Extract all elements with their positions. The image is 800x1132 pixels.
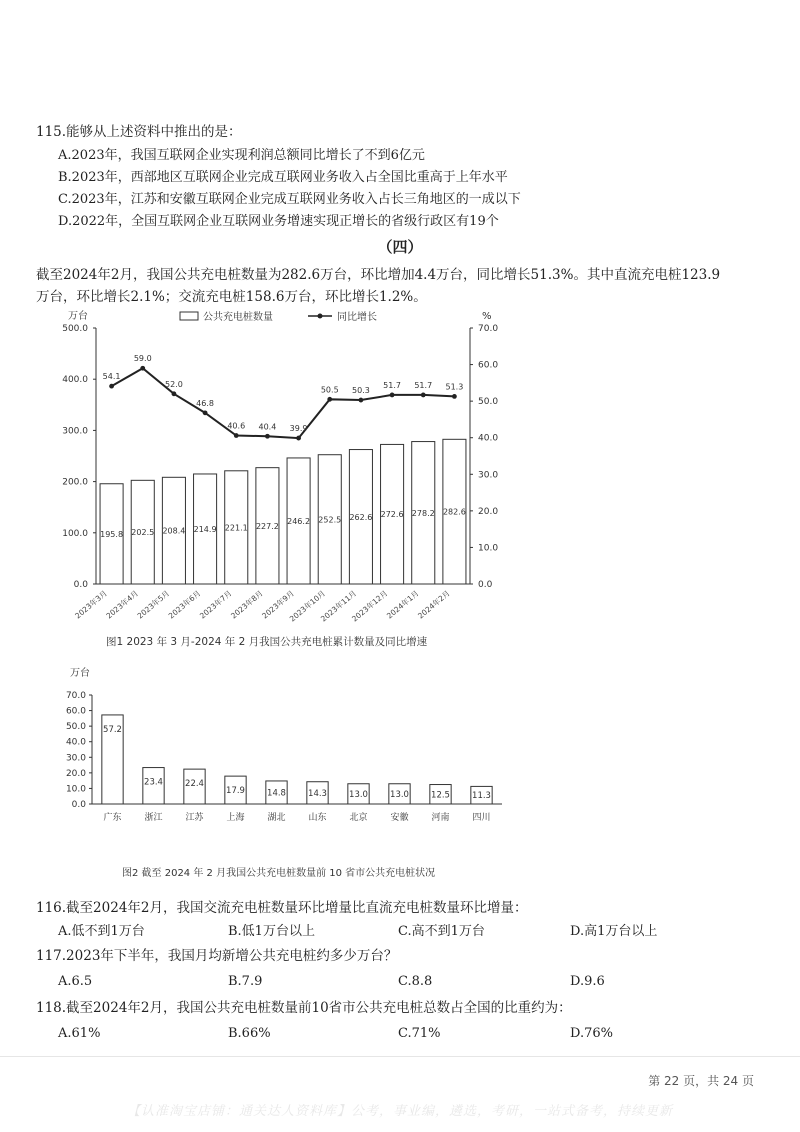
q117-option-d: D.9.6 bbox=[570, 974, 605, 989]
legend-bar-label: 公共充电桩数量 bbox=[203, 312, 273, 323]
chart1-bar-label: 214.9 bbox=[193, 524, 217, 534]
chart2-bar-label: 14.3 bbox=[308, 788, 327, 799]
chart1-growth-point bbox=[390, 393, 395, 398]
chart2-bar-label: 57.2 bbox=[103, 724, 122, 735]
chart1-bar-label: 227.2 bbox=[255, 521, 279, 531]
chart1-growth-label: 51.7 bbox=[383, 380, 401, 390]
chart2-caption: 图2 截至 2024 年 2 月我国公共充电桩数量前 10 省市公共充电桩状况 bbox=[122, 868, 436, 879]
chart2-axis-label: 万台 bbox=[70, 668, 90, 679]
chart1-caption: 图1 2023 年 3 月-2024 年 2 月我国公共充电桩累计数量及同比增速 bbox=[106, 636, 428, 648]
legend-line-marker bbox=[318, 314, 323, 319]
chart1-x-tick-label: 2023年3月 bbox=[73, 588, 109, 621]
q115-option-b: B.2023年，西部地区互联网企业完成互联网业务收入占全国比重高于上年水平 bbox=[58, 170, 508, 185]
chart1-right-tick-label: 30.0 bbox=[478, 470, 499, 481]
chart1-left-tick-label: 100.0 bbox=[62, 528, 88, 539]
chart1-bar-label: 272.6 bbox=[380, 510, 404, 520]
chart1-growth-point bbox=[359, 398, 364, 403]
section-heading: （四） bbox=[377, 238, 423, 256]
q118-options bbox=[58, 1024, 738, 1044]
chart1-growth-point bbox=[203, 410, 208, 415]
chart1-left-tick-label: 400.0 bbox=[62, 375, 88, 386]
legend-bar-swatch bbox=[180, 312, 198, 320]
chart2-tick-label: 10.0 bbox=[65, 784, 86, 795]
chart1-growth-point bbox=[109, 384, 114, 389]
chart1-x-tick-label: 2023年8月 bbox=[229, 588, 265, 621]
chart1-growth-line bbox=[112, 368, 455, 438]
q118-option-a: A.61% bbox=[58, 1026, 101, 1041]
intro-line-2: 万台，环比增长2.1%；交流充电桩158.6万台，环比增长1.2%。 bbox=[36, 289, 427, 305]
chart2-tick-label: 50.0 bbox=[65, 722, 86, 733]
chart1-growth-label: 40.4 bbox=[258, 422, 277, 432]
chart1-bar-label: 282.6 bbox=[442, 507, 466, 517]
q117-options bbox=[58, 972, 738, 992]
q116-option-d: D.高1万台以上 bbox=[570, 924, 658, 939]
footer-divider bbox=[0, 1056, 800, 1057]
chart1-left-axis-label: 万台 bbox=[68, 311, 88, 322]
q115-stem: 115.能够从上述资料中推出的是： bbox=[36, 124, 242, 140]
chart1-bar-label: 262.6 bbox=[349, 512, 373, 522]
chart1-left-tick-label: 300.0 bbox=[62, 426, 88, 437]
chart2-tick-label: 30.0 bbox=[65, 753, 86, 764]
chart2-bar-label: 17.9 bbox=[226, 786, 245, 797]
chart1-growth-label: 51.7 bbox=[414, 380, 433, 390]
chart1-growth-label: 59.0 bbox=[133, 354, 152, 364]
chart2-bar-label: 22.4 bbox=[185, 779, 204, 790]
q116-option-b: B.低1万台以上 bbox=[228, 924, 315, 939]
chart1-growth-point bbox=[452, 394, 457, 399]
chart1-growth-label: 51.3 bbox=[445, 382, 464, 392]
chart2-bar-label: 13.0 bbox=[390, 789, 409, 800]
chart1-right-tick-label: 10.0 bbox=[478, 543, 499, 554]
chart2-category-label: 四川 bbox=[472, 813, 491, 823]
chart2-category-label: 河南 bbox=[431, 813, 450, 823]
chart-2 bbox=[40, 664, 510, 834]
chart2-tick-label: 0.0 bbox=[71, 800, 86, 810]
chart1-growth-label: 54.1 bbox=[102, 372, 121, 382]
q116-option-a: A.低不到1万台 bbox=[58, 924, 145, 939]
chart2-tick-label: 20.0 bbox=[65, 768, 86, 779]
chart2-bar-label: 12.5 bbox=[431, 790, 450, 801]
chart1-bar-label: 208.4 bbox=[162, 526, 186, 536]
chart2-category-label: 北京 bbox=[349, 813, 368, 823]
chart1-growth-point bbox=[327, 397, 332, 402]
chart2-category-label: 湖北 bbox=[267, 813, 286, 823]
chart1-right-tick-label: 50.0 bbox=[478, 397, 499, 408]
chart1-right-tick-label: 60.0 bbox=[478, 360, 499, 371]
chart2-tick-label: 60.0 bbox=[65, 706, 86, 717]
chart1-x-tick-label: 2023年12月 bbox=[350, 588, 390, 624]
chart1-bar-label: 252.5 bbox=[318, 515, 342, 525]
chart1-growth-label: 40.6 bbox=[227, 421, 246, 431]
q116-option-c: C.高不到1万台 bbox=[398, 924, 485, 939]
q118-option-c: C.71% bbox=[398, 1026, 441, 1041]
q117-option-c: C.8.8 bbox=[398, 974, 433, 989]
chart1-right-axis-label: % bbox=[482, 311, 492, 322]
chart1-growth-label: 50.5 bbox=[320, 385, 339, 395]
chart2-bar-label: 23.4 bbox=[144, 777, 163, 788]
chart2-category-label: 山东 bbox=[308, 813, 327, 823]
chart1-growth-point bbox=[234, 433, 239, 438]
chart1-x-tick-label: 2024年1月 bbox=[384, 588, 421, 621]
q118-stem: 118.截至2024年2月，我国公共充电桩数量前10省市公共充电桩总数占全国的比重约为： bbox=[36, 1000, 572, 1016]
intro-line-1: 截至2024年2月，我国公共充电桩数量为282.6万台，环比增加4.4万台，同比增长51.3%。其中直流充电桩123.9 bbox=[36, 267, 721, 283]
chart1-growth-point bbox=[172, 391, 177, 396]
chart2-bar-label: 14.8 bbox=[267, 788, 286, 799]
chart2-category-label: 浙江 bbox=[144, 813, 163, 823]
q115-option-c: C.2023年，江苏和安徽互联网企业完成互联网业务收入占长三角地区的一成以下 bbox=[58, 192, 521, 207]
q115-option-a: A.2023年，我国互联网企业实现利润总额同比增长了不到6亿元 bbox=[58, 148, 425, 163]
q116-stem: 116.截至2024年2月，我国交流充电桩数量环比增量比直流充电桩数量环比增量： bbox=[36, 900, 528, 916]
chart1-right-tick-label: 40.0 bbox=[478, 433, 499, 444]
chart1-x-tick-label: 2023年7月 bbox=[197, 588, 234, 621]
chart1-x-tick-label: 2023年6月 bbox=[166, 588, 203, 621]
chart2-category-label: 广东 bbox=[103, 813, 122, 823]
chart1-growth-label: 50.3 bbox=[352, 386, 370, 396]
chart1-x-tick-label: 2023年10月 bbox=[287, 588, 328, 624]
page-number: 第 22 页，共 24 页 bbox=[648, 1074, 754, 1088]
q118-option-b: B.66% bbox=[228, 1026, 271, 1041]
chart1-x-tick-label: 2023年5月 bbox=[135, 588, 172, 621]
watermark: 【认准淘宝店铺：通关达人资料库】公考，事业编，遴选，考研，一站式备考，持续更新 bbox=[126, 1104, 673, 1119]
chart2-category-label: 上海 bbox=[226, 813, 245, 823]
chart1-growth-point bbox=[265, 434, 270, 439]
chart1-x-tick-label: 2023年11月 bbox=[318, 588, 359, 624]
chart1-growth-label: 39.9 bbox=[289, 424, 308, 434]
q117-stem: 117.2023年下半年，我国月均新增公共充电桩约多少万台？ bbox=[36, 948, 398, 964]
chart1-x-tick-label: 2023年4月 bbox=[104, 588, 141, 621]
chart1-growth-point bbox=[140, 366, 145, 371]
chart-1 bbox=[40, 308, 510, 658]
q115-option-d: D.2022年，全国互联网企业互联网业务增速实现正增长的省级行政区有19个 bbox=[58, 214, 499, 229]
q117-option-b: B.7.9 bbox=[228, 974, 263, 989]
chart1-x-tick-label: 2023年9月 bbox=[260, 588, 296, 621]
chart1-bar-label: 202.5 bbox=[131, 528, 155, 538]
chart1-left-tick-label: 500.0 bbox=[62, 324, 88, 334]
legend-line-label: 同比增长 bbox=[337, 312, 377, 323]
chart1-x-tick-label: 2024年2月 bbox=[416, 588, 452, 621]
q116-options bbox=[58, 922, 738, 942]
chart2-tick-label: 70.0 bbox=[65, 691, 86, 701]
chart1-left-tick-label: 200.0 bbox=[62, 477, 88, 488]
chart1-right-tick-label: 20.0 bbox=[478, 506, 499, 517]
chart1-bar-label: 246.2 bbox=[287, 516, 311, 526]
q118-option-d: D.76% bbox=[570, 1026, 613, 1041]
chart2-tick-label: 40.0 bbox=[65, 737, 86, 748]
chart1-growth-label: 52.0 bbox=[165, 379, 183, 389]
chart2-bar-label: 13.0 bbox=[349, 789, 368, 800]
chart1-right-tick-label: 0.0 bbox=[478, 580, 493, 590]
chart1-bar-label: 278.2 bbox=[411, 508, 435, 518]
q117-option-a: A.6.5 bbox=[58, 974, 93, 989]
chart1-left-tick-label: 0.0 bbox=[73, 580, 88, 590]
chart1-right-tick-label: 70.0 bbox=[478, 324, 499, 334]
chart2-category-label: 安徽 bbox=[390, 813, 409, 823]
chart1-growth-point bbox=[296, 436, 301, 441]
chart2-bar-label: 11.3 bbox=[472, 791, 491, 802]
chart1-bar-label: 221.1 bbox=[224, 523, 248, 533]
chart1-growth-point bbox=[421, 393, 426, 398]
chart1-growth-label: 46.8 bbox=[196, 398, 214, 408]
chart1-bar-label: 195.8 bbox=[100, 529, 124, 539]
chart2-category-label: 江苏 bbox=[185, 813, 204, 823]
